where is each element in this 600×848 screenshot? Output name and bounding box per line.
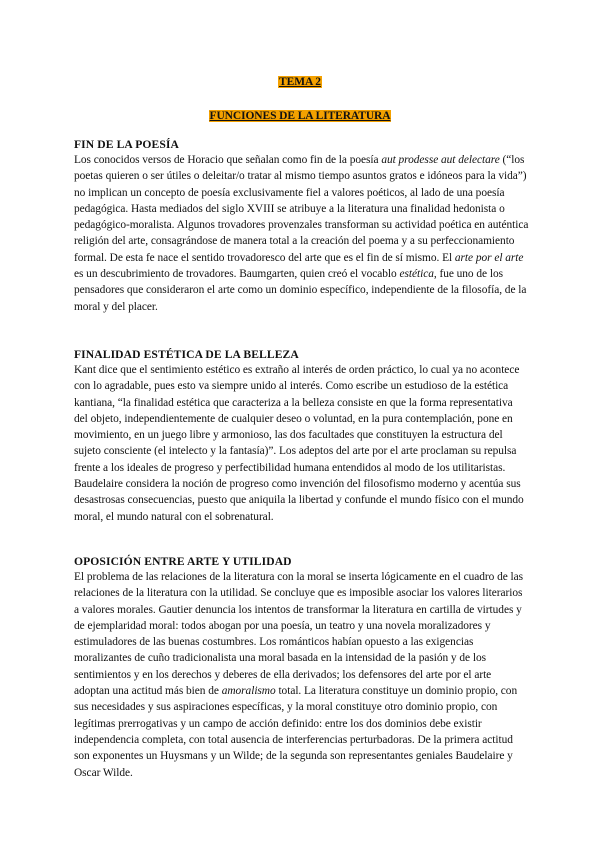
document-title: [0, 106, 600, 124]
section-heading: FIN DE LA POESÍA: [74, 138, 179, 151]
topic-number-text: TEMA 2: [279, 76, 321, 88]
section-body: [74, 362, 529, 525]
document-title-text: FUNCIONES DE LA LITERATURA: [209, 110, 391, 122]
section-body: [74, 152, 529, 315]
text-run: (“los poetas quieren o ser útiles o deleitar/o tratar al mismo tiempo asuntos gratos e idóneos para la vida”) no implican un concepto de poesía exclusivamente fiel a valores poéticos, al lado de una poesía pedagógica. Hasta mediados del siglo XVIII se atribuye a la literatura una finalidad hedonista o pedagógico-moralista. Algunos trovadores provenzales transforman su actividad poética en auténtica religión del arte, consagrándose de manera total a la creación del poema y a su perfeccionamiento formal. De esta fe nace el sentido trovadoresco del arte que es el fin de sí mismo. El: [74, 154, 529, 264]
italic-term: estética: [399, 268, 434, 281]
section-heading: OPOSICIÓN ENTRE ARTE Y UTILIDAD: [74, 555, 292, 568]
text-run: Los conocidos versos de Horacio que señalan como fin de la poesía: [74, 154, 382, 166]
italic-term: aut prodesse aut delectare: [381, 154, 500, 166]
section-fin-de-la-poesia: [74, 137, 529, 315]
section-body: [74, 569, 529, 781]
section-finalidad-estetica: [74, 347, 529, 525]
text-run: es un descubrimiento de trovadores. Baumgarten, quien creó el vocablo: [74, 268, 400, 281]
section-heading: FINALIDAD ESTÉTICA DE LA BELLEZA: [74, 348, 299, 361]
topic-number: [0, 72, 600, 90]
text-run: , fue uno de los pensadores que consideraron el arte como un dominio específico, independiente de la filosofía, de la moral y del placer.: [74, 268, 527, 313]
italic-term: amoralismo: [221, 685, 276, 698]
section-oposicion-arte-utilidad: [74, 554, 529, 781]
text-run: Kant dice que el sentimiento estético es extraño al interés de orden práctico, lo cual ya no acontece con lo agradable, pues esto va siempre unido al interés. Como escribe un estudioso de la estética kantiana, “la finalidad estética que caracteriza a la belleza consiste en que la forma representativa del objeto, independientemente de cualquier deseo o voluntad, en la pura contemplación, pone en movimiento, en un juego libre y armonioso, las dos facultades que constituyen la estructura del sujeto consciente (el intelecto y la fantasía)”. Los adeptos del arte por el arte proclaman su repulsa frente a los ideales de progreso y perfectibilidad humana entendidos al modo de los utilitaristas. Baudelaire considera la noción de progreso como invención del filosofismo moderno y acentúa sus desastrosas consecuencias, puesto que aniquila la libertad y confunde el mundo físico con el mundo moral, el mundo natural con el sobrenatural.: [74, 364, 524, 523]
text-run: El problema de las relaciones de la literatura con la moral se inserta lógicamente en el cuadro de las relaciones de la literatura con la utilidad. Se concluye que es imposible asociar los valores literarios a valores morales. Gautier denuncia los intentos de transformar la literatura en cartilla de virtudes y de ejemplaridad moral: todos abogan por una poesía, un teatro y una novela moralizadores y estimuladores de las buenas costumbres. Los románticos habían opuesto a las exigencias moralizantes de cuño tradicionalista una moral basada en la intensidad de la pasión y de los sentimientos y en los derechos y deberes de ella derivados; los defensores del arte por el arte adoptan una actitud más bien de: [74, 571, 524, 698]
text-run: total. La literatura constituye un dominio propio, con sus necesidades y sus aspiraciones específicas, y la moral constituye otro dominio propio, con legítimas prerrogativas y un campo de acción definido: entre los dos dominios debe existir independencia completa, con total ausencia de interferencias perturbadoras. De la primera actitud son exponentes un Huysmans y un Wilde; de la segunda son representantes geniales Baudelaire y Oscar Wilde.: [74, 685, 518, 779]
italic-term: arte por el arte: [454, 251, 524, 264]
